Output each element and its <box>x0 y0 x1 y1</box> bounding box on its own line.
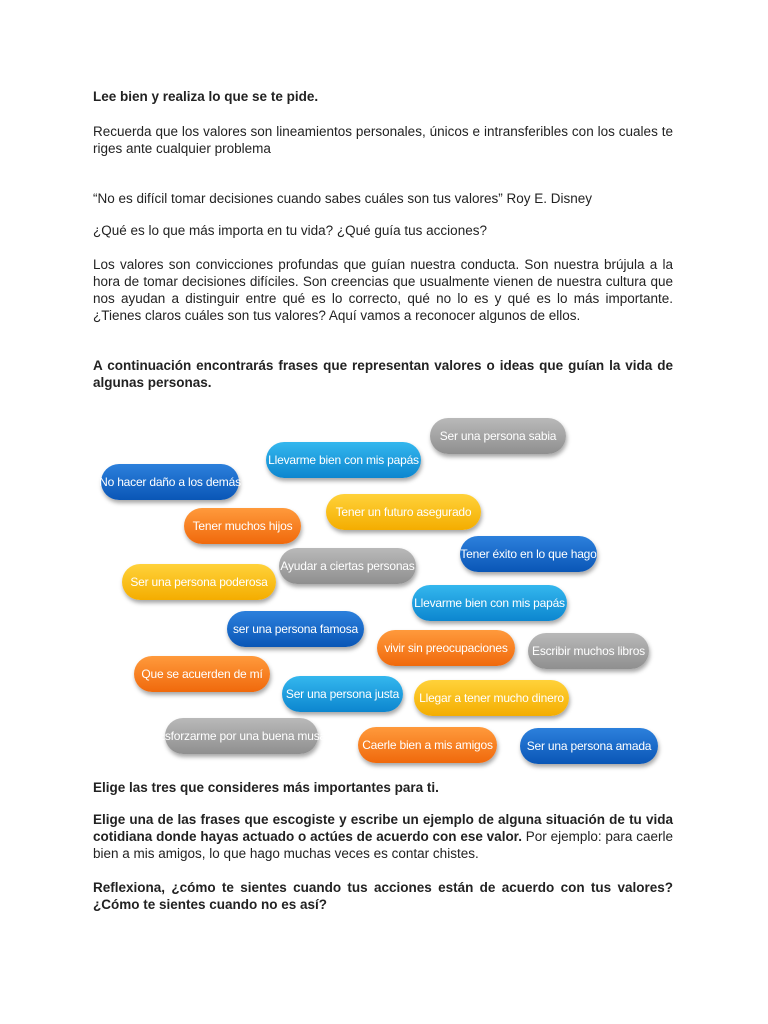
phrase-pill: Ser una persona amada <box>520 728 658 764</box>
phrase-pill: Tener un futuro asegurado <box>326 494 481 530</box>
phrase-pill: Ayudar a ciertas personas <box>279 548 416 584</box>
phrase-pill: vivir sin preocupaciones <box>377 630 515 666</box>
phrase-pill: Caerle bien a mis amigos <box>358 727 497 763</box>
phrase-pill: Llevarme bien con mis papás <box>266 442 421 478</box>
task-example <box>93 811 673 862</box>
phrase-pill: Que se acuerden de mí <box>134 656 270 692</box>
task-example-sample: Por ejemplo: para caerle bien a mis amigos, lo que hago muchas veces es contar chistes. <box>93 829 674 861</box>
phrase-pill: ser una persona famosa <box>227 611 364 647</box>
phrase-pill: Escribir muchos libros <box>528 633 649 669</box>
quote: “No es difícil tomar decisiones cuando sabes cuáles son tus valores” Roy E. Disney <box>93 191 592 206</box>
phrases-intro: A continuación encontrarás frases que representan valores o ideas que guían la vida de algunas personas. <box>93 358 673 390</box>
phrase-pill: Ser una persona justa <box>282 676 403 712</box>
phrase-pill: Llevarme bien con mis papás <box>412 585 567 621</box>
phrase-pill: Tener éxito en lo que hago <box>460 536 597 572</box>
phrase-pill: No hacer daño a los demás <box>101 464 239 500</box>
phrase-pill: Esforzarme por una buena musa <box>165 718 318 754</box>
task-example-instruction: Elige una de las frases que escogiste y escribe un ejemplo de alguna situación de tu vida cotidiana donde hayas actuado o actúes de acuerdo con ese valor. <box>93 812 673 844</box>
phrase-pill: Ser una persona sabia <box>430 418 566 454</box>
task-choose-three: Elige las tres que consideres más importantes para ti. <box>93 780 439 795</box>
guiding-question: ¿Qué es lo que más importa en tu vida? ¿Qué guía tus acciones? <box>93 223 487 238</box>
task-reflect: Reflexiona, ¿cómo te sientes cuando tus acciones están de acuerdo con tus valores? ¿Cómo te sientes cuando no es así? <box>93 880 673 912</box>
intro-paragraph: Recuerda que los valores son lineamientos personales, únicos e intransferibles con los cuales te riges ante cualquier problema <box>93 124 673 156</box>
phrase-pill: Llegar a tener mucho dinero <box>414 680 569 716</box>
values-paragraph: Los valores son convicciones profundas que guían nuestra conducta. Son nuestra brújula a la hora de tomar decisiones difíciles. Son creencias que usualmente vienen de nuestra cultura que nos ayudan a distinguir entre qué es lo correcto, qué no lo es y qué es lo más importante. ¿Tienes claros cuáles son tus valores? Aquí vamos a reconocer algunos de ellos. <box>93 257 673 323</box>
phrase-pill: Ser una persona poderosa <box>122 564 276 600</box>
phrase-pill: Tener muchos hijos <box>184 508 301 544</box>
instructions-heading: Lee bien y realiza lo que se te pide. <box>93 89 319 104</box>
